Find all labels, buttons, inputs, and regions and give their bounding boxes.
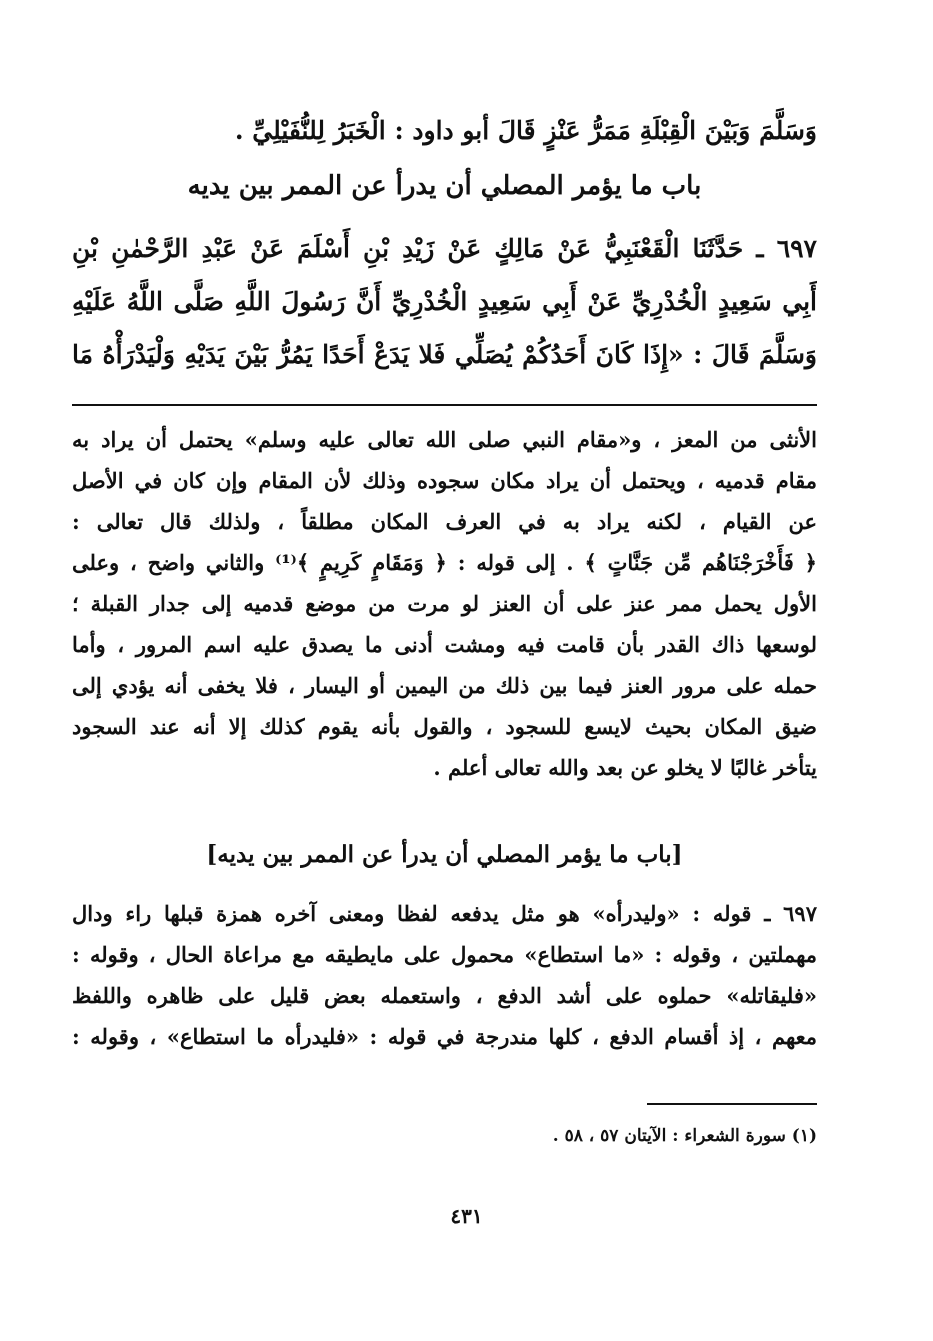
text-line: أَبِي سَعِيدٍ الْخُدْرِيِّ عَنْ أَبِي سَعِيدٍ الْخُدْرِيِّ أَنَّ رَسُولَ اللَّهِ صَلَّى اللَّهُ عَلَيْهِ: [72, 287, 817, 316]
footnote: [72, 1121, 817, 1151]
text-line: الأول يحمل ممر عنز على أن العنز لو مرت من موضع قدميه إلى جدار القبلة ؛: [72, 591, 817, 616]
text-line: مهملتين ، وقوله : «ما استطاع» محمول على مايطيقه مع مراعاة الحال ، وقوله :: [72, 942, 817, 967]
text-line: عن القيام ، لكنه يراد به في العرف المكان مطلقاً ، ولذلك قال تعالى :: [72, 509, 817, 534]
hadith-697: [72, 222, 817, 381]
commentary-separator: [72, 404, 817, 406]
text-line: لوسعها ذاك القدر بأن قامت فيه ومشت أدنى ما يصدق عليه اسم المرور ، وأما: [72, 632, 817, 657]
text-line: مقام قدميه ، ويحتمل أن يراد مكان سجوده وذلك لأن المقام وإن كان في الأصل: [72, 468, 817, 493]
text-line: معهم ، إذ أقسام الدفع ، كلها مندرجة في قوله : «فليدرأه ما استطاع» ، وقوله :: [72, 1024, 817, 1049]
text-line: «فليقاتله» حملوه على أشد الدفع ، واستعمله بعض قليل على ظاهره واللفظ: [72, 983, 817, 1008]
commentary-chapter-heading: [باب ما يؤمر المصلي أن يدرأ عن الممر بين يديه]: [206, 841, 683, 868]
commentary-block-2: [72, 893, 817, 1057]
text-line: الأنثى من المعز ، و«مقام النبي صلى الله تعالى عليه وسلم» يحتمل أن يراد به: [72, 427, 817, 452]
commentary-block-1: [72, 419, 817, 788]
text-line: يتأخر غالبًا لا يخلو عن بعد والله تعالى أعلم .: [433, 755, 817, 780]
text-line: ٦٩٧ ـ حَدَّثَنَا الْقَعْنَبِيُّ عَنْ مَالِكٍ عَنْ زَيْدِ بْنِ أَسْلَمَ عَنْ عَبْدِ الرَّحْمٰنِ بْنِ: [72, 234, 817, 263]
text-line: وَسَلَّمَ قَالَ : «إِذَا كَانَ أَحَدُكُمْ يُصَلِّي فَلا يَدَعْ أَحَدًا يَمُرُّ بَيْنَ يَدَيْهِ وَلْيَدْرَأْهُ مَا: [72, 340, 817, 369]
text-line: وَسَلَّمَ وَبَيْنَ الْقِبْلَةِ مَمَرُّ عَنْزٍ قَالَ أبو داود : الْخَبَرُ لِلنُّفَيْلِيِّ .: [234, 116, 817, 145]
footnote-text: (١) سورة الشعراء : الآيتان ٥٧ ، ٥٨ .: [552, 1126, 817, 1146]
page-number: ٤٣١: [450, 1204, 483, 1228]
footnote-separator: [647, 1103, 817, 1105]
text-line: ٦٩٧ ـ قوله : «وليدرأه» هو مثل يدفعه لفظا ومعنى آخره همزة قبلها راء ودال: [72, 901, 817, 926]
hadith-continuation: [72, 104, 817, 157]
text-line: حمله على مرور العنز فيما بين ذلك من اليمين أو اليسار ، فلا يخفى أنه يؤدي إلى: [72, 673, 817, 698]
text-line: ضيق المكان بحيث لايسع للسجود ، والقول بأنه يقوم كذلك إلا أنه عند السجود: [72, 714, 817, 739]
chapter-heading: باب ما يؤمر المصلي أن يدرأ عن الممر بين يديه: [187, 171, 702, 201]
text-line: ﴿ فَأَخْرَجْنَاهُم مِّن جَنَّاتٍ ﴾ . إلى قوله : ﴿ وَمَقَامٍ كَرِيمٍ ﴾⁽¹⁾ والثاني واضح ، وعلى: [72, 550, 817, 575]
